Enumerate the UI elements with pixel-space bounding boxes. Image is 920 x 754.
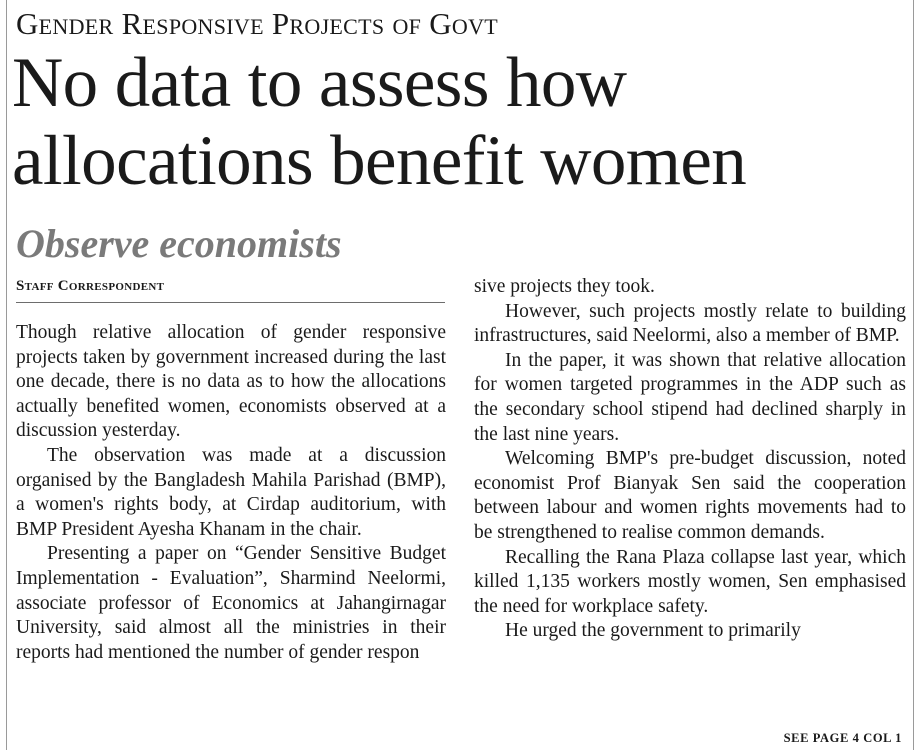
paragraph: sive projects they took. [474, 276, 655, 297]
headline-line-1: No data to assess how [12, 44, 627, 122]
paragraph: Presenting a paper on “Gender Sensitive Budget Implementation - Evaluation”, Sharmind Neelormi, associate professor of Economics at Jahangirnagar University, said almost all the ministries in their reports had mentioned the number of gender respon [16, 543, 446, 663]
right-column [474, 275, 906, 644]
paragraph: The observation was made at a discussion organised by the Bangladesh Mahila Parishad (BMP), a women's rights body, at Cirdap auditorium, with BMP President Ayesha Khanam in the chair. [16, 444, 446, 540]
headline-line-2: allocations benefit women [12, 122, 747, 200]
paragraph: Recalling the Rana Plaza collapse last year, which killed 1,135 workers mostly women, Sen emphasised the need for workplace safety. [474, 546, 906, 617]
subhead: Observe economists [16, 221, 342, 266]
left-column [16, 321, 446, 665]
kicker: Gender Responsive Projects of Govt [16, 6, 499, 41]
paragraph: Though relative allocation of gender responsive projects taken by government increased during the last one decade, there is no data as to how the allocations actually benefited women, economists observed at a discussion yesterday. [16, 322, 446, 442]
headline [12, 44, 907, 200]
byline-rule [16, 302, 445, 303]
paragraph: He urged the government to primarily [505, 620, 801, 642]
paragraph: Welcoming BMP's pre-budget discussion, noted economist Prof Bianyak Sen said the cooperation between labour and women rights movements had to be strengthened to realise common demands. [474, 448, 906, 543]
paragraph: In the paper, it was shown that relative allocation for women targeted programmes in the ADP such as the secondary school stipend had declined sharply in the last nine years. [474, 349, 906, 445]
continuation-jump: SEE PAGE 4 COL 1 [783, 731, 902, 745]
paragraph: However, such projects mostly relate to building infrastructures, said Neelormi, also a member of BMP. [474, 300, 906, 347]
byline: Staff Correspondent [16, 278, 165, 294]
